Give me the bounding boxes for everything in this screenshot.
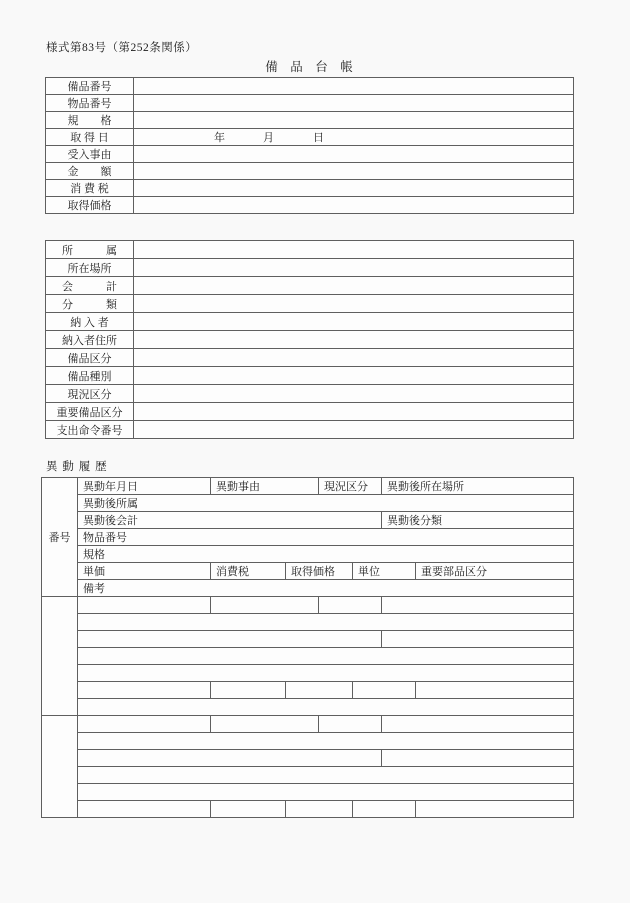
table-row [46,241,574,259]
field-value-cell [134,385,574,403]
table-row [42,733,574,750]
field-label-cell: 金 額 [46,163,134,180]
history-label-item-number: 物品番号 [78,529,574,546]
table-row [42,495,574,512]
history-label-move-reason: 異動事由 [211,478,319,495]
table-row [42,784,574,801]
history-label-move-date: 異動年月日 [78,478,211,495]
table-row [42,529,574,546]
empty-cell [382,597,574,614]
empty-cell [319,716,382,733]
history-label-consumption-tax: 消費税 [211,563,286,580]
field-label-cell: 備品番号 [46,78,134,95]
field-value-cell [134,180,574,197]
history-label-unit-price: 単価 [78,563,211,580]
field-value-cell [134,112,574,129]
field-label-cell: 支出命令番号 [46,421,134,439]
field-label-cell: 所在場所 [46,259,134,277]
field-value-cell [134,349,574,367]
table-row [42,699,574,716]
date-unit-year: 年 [214,132,225,144]
empty-cell [78,784,574,801]
empty-cell [78,614,574,631]
field-label-cell: 会 計 [46,277,134,295]
field-value-cell [134,146,574,163]
table-row [42,546,574,563]
field-label-cell: 現況区分 [46,385,134,403]
empty-cell [382,631,574,648]
table-row [46,163,574,180]
empty-cell [382,750,574,767]
history-label-location-after: 異動後所在場所 [382,478,574,495]
empty-cell [211,716,319,733]
history-label-affiliation-after: 異動後所属 [78,495,574,512]
table-row [42,563,574,580]
empty-cell [353,801,416,818]
table-row [46,331,574,349]
table-row [46,367,574,385]
table-row [46,349,574,367]
table-row [46,180,574,197]
table-row [46,313,574,331]
empty-cell [353,682,416,699]
field-label-cell: 規 格 [46,112,134,129]
table-row [46,78,574,95]
empty-cell [416,682,574,699]
field-value-cell [134,421,574,439]
field-label-cell: 所 属 [46,241,134,259]
table-row [46,146,574,163]
field-value-cell [134,277,574,295]
number-column-label: 番号 [42,478,78,597]
history-label-status-class: 現況区分 [319,478,382,495]
history-label-unit: 単位 [353,563,416,580]
empty-cell [78,631,382,648]
field-label-cell: 備品区分 [46,349,134,367]
table-row [42,580,574,597]
empty-cell [211,597,319,614]
table-row [42,597,574,614]
empty-cell [78,716,211,733]
field-value-cell [134,331,574,349]
empty-number-cell [42,716,78,818]
table-row [46,197,574,214]
field-value-cell [134,78,574,95]
field-value-cell [134,197,574,214]
history-label-important-parts: 重要部品区分 [416,563,574,580]
empty-cell [416,801,574,818]
empty-cell [78,665,574,682]
field-value-cell [134,403,574,421]
empty-cell [78,801,211,818]
field-value-cell [134,295,574,313]
table-row [42,478,574,495]
field-value-cell [134,259,574,277]
table-row [46,259,574,277]
empty-cell [286,682,353,699]
table-row [42,716,574,733]
history-table [41,477,574,818]
field-value-cell [134,367,574,385]
history-label-classification-after: 異動後分類 [382,512,574,529]
date-unit-month: 月 [263,132,274,144]
history-label-acquisition-price: 取得価格 [286,563,353,580]
field-label-cell: 納入者住所 [46,331,134,349]
table-row [46,385,574,403]
table-row [42,801,574,818]
table-row [42,512,574,529]
form-number: 様式第83号（第252条関係） [46,42,198,54]
empty-cell [78,733,574,750]
history-section-heading: 異 動 履 歴 [46,461,108,473]
empty-cell [78,648,574,665]
empty-cell [78,682,211,699]
empty-number-cell [42,597,78,716]
field-value-cell [134,95,574,112]
field-value-cell [134,163,574,180]
field-label-cell: 取得価格 [46,197,134,214]
acquisition-date-cell [134,129,574,146]
field-value-cell [134,313,574,331]
empty-cell [382,716,574,733]
table-row [46,129,574,146]
field-label-cell: 消 費 税 [46,180,134,197]
table-row [42,648,574,665]
field-label-cell: 物品番号 [46,95,134,112]
history-label-specification: 規格 [78,546,574,563]
table-row [46,403,574,421]
empty-cell [78,750,382,767]
empty-cell [211,682,286,699]
field-value-cell [134,241,574,259]
table-row [42,767,574,784]
table-row [42,614,574,631]
field-label-cell: 重要備品区分 [46,403,134,421]
empty-cell [78,597,211,614]
table-row [46,95,574,112]
table-row [46,112,574,129]
table-row [42,665,574,682]
table-row [46,295,574,313]
field-label-cell: 取 得 日 [46,129,134,146]
table-row [42,750,574,767]
field-label-cell: 備品種別 [46,367,134,385]
table-row [42,631,574,648]
attribute-table [45,240,574,439]
page-title: 備 品 台 帳 [265,60,353,74]
empty-cell [78,767,574,784]
empty-cell [286,801,353,818]
date-unit-day: 日 [313,132,324,144]
history-label-remarks: 備考 [78,580,574,597]
acquisition-table [45,77,574,214]
empty-cell [78,699,574,716]
history-label-account-after: 異動後会計 [78,512,382,529]
table-row [42,682,574,699]
field-label-cell: 納 入 者 [46,313,134,331]
empty-cell [319,597,382,614]
empty-cell [211,801,286,818]
field-label-cell: 分 類 [46,295,134,313]
field-label-cell: 受入事由 [46,146,134,163]
table-row [46,421,574,439]
table-row [46,277,574,295]
